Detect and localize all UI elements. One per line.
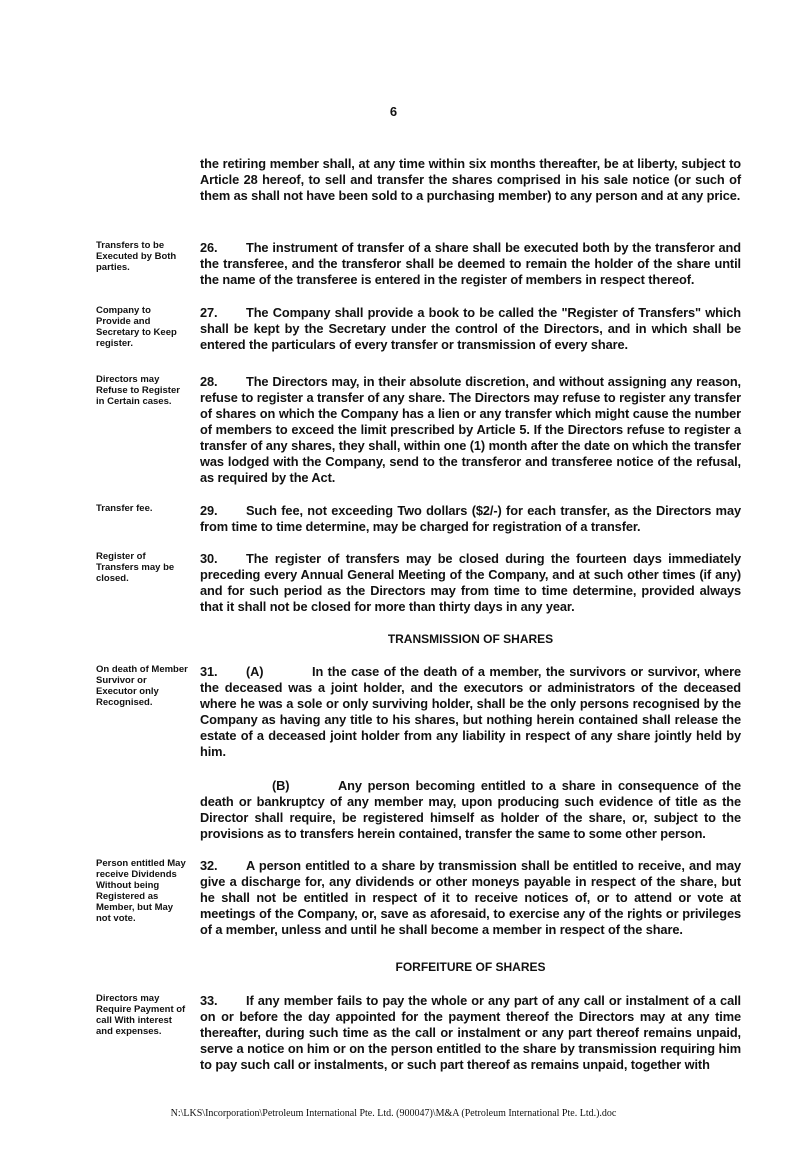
article-body: The instrument of transfer of a share shall be executed both by the transferor and the transferee, and the transferor shall be deemed to remain the holder of the share until the name of the transferee is entered in the register of members in respect thereof.: [200, 240, 741, 287]
margin-note: Directors may Refuse to Register in Certain cases.: [96, 374, 180, 407]
article-text: [200, 305, 741, 353]
article-number: 29.: [200, 503, 218, 518]
page-number: 6: [389, 104, 398, 119]
margin-note: Company to Provide and Secretary to Keep register.: [96, 305, 177, 349]
article-number: 31.: [200, 664, 218, 679]
margin-note: Person entitled May receive Dividends Without being Registered as Member, but May not vote.: [96, 858, 186, 924]
article-body: Such fee, not exceeding Two dollars ($2/-) for each transfer, as the Directors may from time to time determine, may be charged for registration of a transfer.: [200, 503, 741, 534]
margin-note: On death of Member Survivor or Executor only Recognised.: [96, 664, 188, 708]
article-body: The Company shall provide a book to be called the "Register of Transfers" which shall be kept by the Secretary under the control of the Directors, and in which shall be entered the particulars of every transfer or transmission of every share.: [200, 305, 741, 352]
margin-note: Transfer fee.: [96, 503, 153, 514]
article-number: 30.: [200, 551, 218, 566]
article-text: [200, 551, 741, 615]
article-body: The Directors may, in their absolute discretion, and without assigning any reason, refuse to register a transfer of any share. The Directors may refuse to register any transfer of shares on which the Company has a lien or any transfer which might cause the number of members to exceed the limit prescribed by Article 5. If the Directors refuse to register a transfer of any shares, they shall, within one (1) month after the date on which the transfer was lodged with the Company, send to the transferor and transferee notice of the refusal, as required by the Act.: [200, 374, 741, 485]
article-number: 32.: [200, 858, 218, 873]
margin-note: Register of Transfers may be closed.: [96, 551, 175, 584]
article-number: 27.: [200, 305, 218, 320]
section-heading-transmission: TRANSMISSION OF SHARES: [387, 632, 554, 646]
intro-paragraph: the retiring member shall, at any time within six months thereafter, be at liberty, subject to Article 28 hereof, to sell and transfer the shares comprised in his sale notice (or such of them as shall not have been sold to a purchasing member) to any person and at any price.: [200, 156, 741, 203]
section-heading-forfeiture: FORFEITURE OF SHARES: [395, 960, 546, 974]
article-text-a: [200, 664, 741, 760]
subclause-label: (A): [246, 664, 264, 679]
article-text: [200, 858, 741, 938]
article-text: [200, 993, 741, 1073]
article-text: [200, 240, 741, 288]
article-number: 26.: [200, 240, 218, 255]
footer-file-path: N:\LKS\Incorporation\Petroleum International Pte. Ltd. (900047)\M&A (Petroleum International Pte. Ltd.).doc: [170, 1108, 617, 1119]
margin-note: Transfers to be Executed by Both parties.: [96, 240, 177, 273]
article-31-b: [200, 778, 741, 842]
subclause-label: (B): [272, 778, 290, 793]
article-number: 33.: [200, 993, 218, 1008]
article-body: If any member fails to pay the whole or any part of any call or instalment of a call on or before the day appointed for the payment thereof the Directors may at any time thereafter, during such time as the call or instalment or any part thereof remains unpaid, serve a notice on him or on the person entitled to the share by transmission requiring him to pay such call or instalments, or such part thereof as remains unpaid, together with: [200, 993, 741, 1072]
article-number: 28.: [200, 374, 218, 389]
article-body: The register of transfers may be closed during the fourteen days immediately preceding every Annual General Meeting of the Company, and at such other times (if any) and for such period as the Directors may from time to time determine, provided always that it shall not be closed for more than thirty days in any year.: [200, 551, 741, 614]
article-body: A person entitled to a share by transmission shall be entitled to receive, and may give a discharge for, any dividends or other moneys payable in respect of the share, but he shall not be entitled in respect of it to receive notices of, or to attend or vote at meetings of the Company, or, save as aforesaid, to exercise any of the rights or privileges of a member, unless and until he shall become a member in respect of the share.: [200, 858, 741, 937]
article-body: Any person becoming entitled to a share in consequence of the death or bankruptcy of any member may, upon producing such evidence of title as the Director shall require, be registered himself as holder of the share, or, subject to the provisions as to transfers herein contained, transfer the same to some other person.: [200, 778, 741, 841]
article-text: [200, 374, 741, 486]
article-text: [200, 503, 741, 535]
margin-note: Directors may Require Payment of call With interest and expenses.: [96, 993, 186, 1037]
article-body: In the case of the death of a member, the survivors or survivor, where the deceased was a joint holder, and the executors or administrators of the deceased where he was a sole or only surviving holder, shall be the only persons recognised by the Company as having any title to his shares, but nothing herein contained shall release the estate of a deceased joint holder from any liability in respect of any share jointly held by him.: [200, 664, 741, 759]
